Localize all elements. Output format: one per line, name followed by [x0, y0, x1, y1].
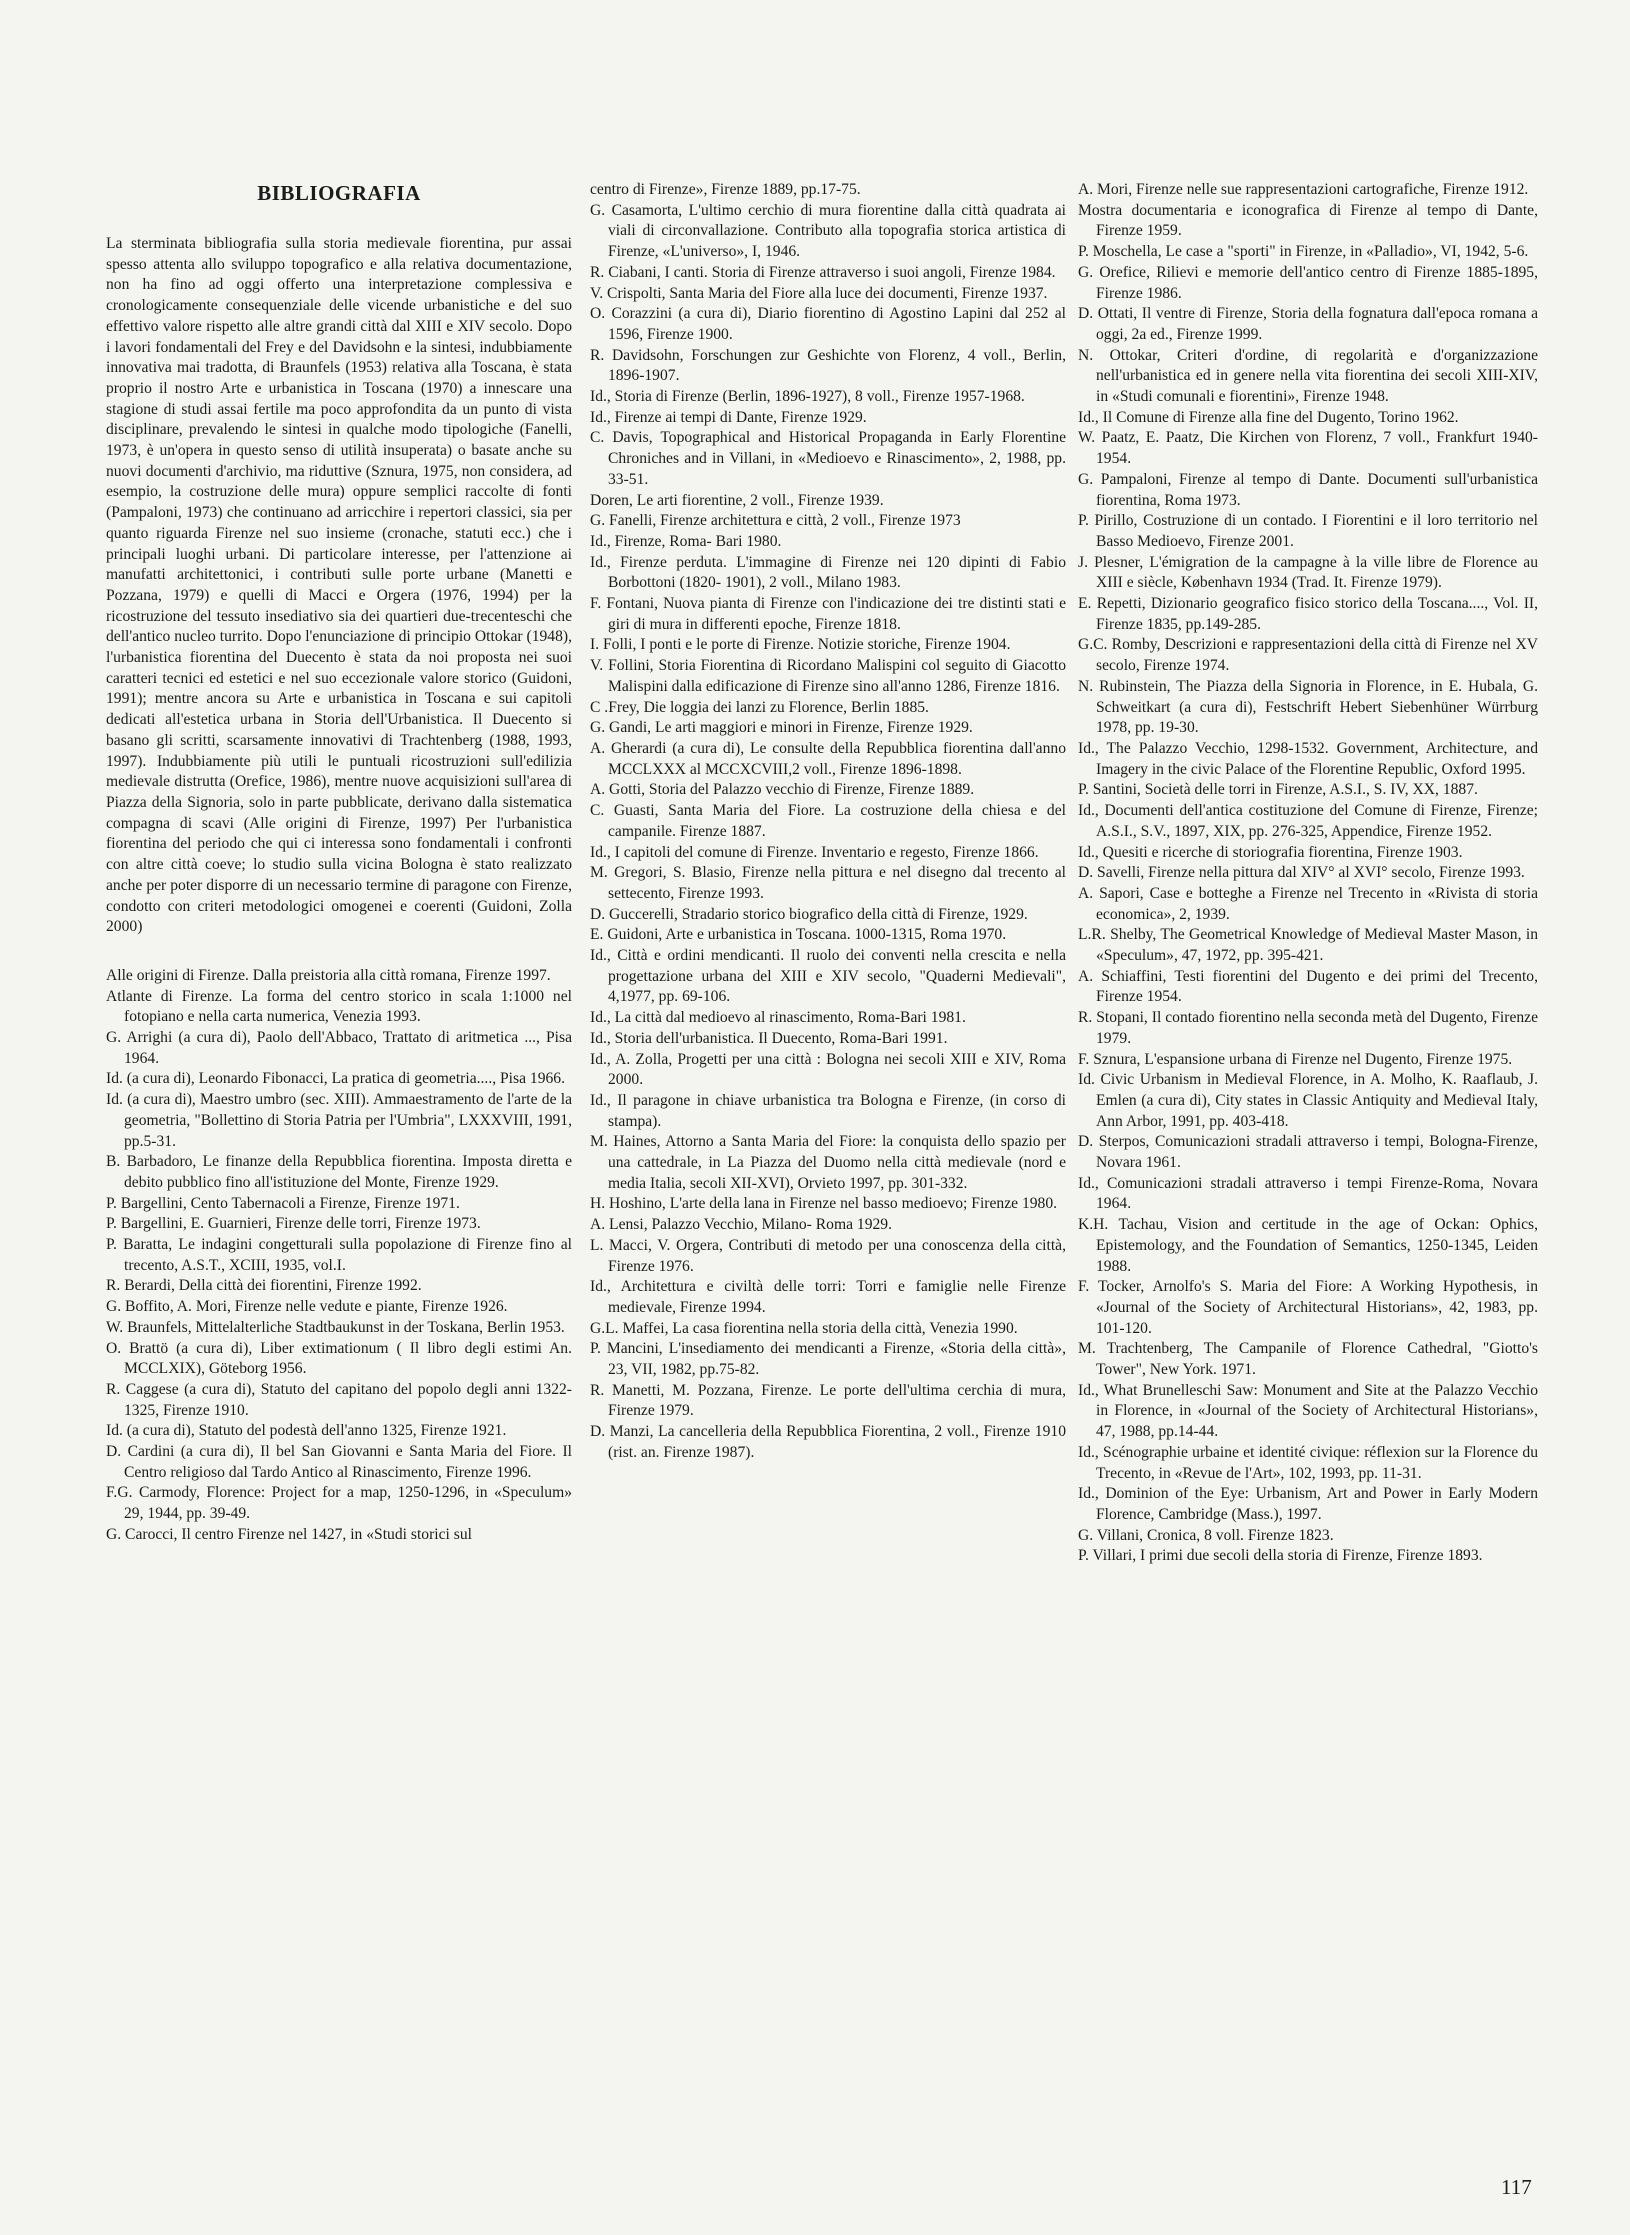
bibliography-entry: Id., La città dal medioevo al rinascimento, Roma-Bari 1981.: [590, 1009, 966, 1027]
bibliography-entry: Id., Comunicazioni stradali attraverso i tempi Firenze-Roma, Novara 1964.: [1078, 1174, 1538, 1213]
bibliography-entry: V. Crispolti, Santa Maria del Fiore alla luce dei documenti, Firenze 1937.: [590, 284, 1048, 302]
bibliography-list-2: [590, 180, 1066, 1464]
bibliography-entry: D. Manzi, La cancelleria della Repubblica Fiorentina, 2 voll., Firenze 1910 (rist. an. Firenze 1987).: [590, 1423, 1066, 1461]
bibliography-entry: L. Macci, V. Orgera, Contributi di metodo per una conoscenza della città, Firenze 1976.: [590, 1236, 1066, 1275]
bibliography-entry: P. Bargellini, Cento Tabernacoli a Firenze, Firenze 1971.: [106, 1194, 460, 1212]
bibliography-entry: Id., Firenze, Roma- Bari 1980.: [590, 532, 782, 550]
bibliography-entry: Id., The Palazzo Vecchio, 1298-1532. Government, Architecture, and Imagery in the civic Palace of the Florentine Republic, Oxford 1995.: [1078, 739, 1538, 778]
bibliography-entry: C. Davis, Topographical and Historical Propaganda in Early Florentine Chroniches and in Villani, in «Medioevo e Rinascimento», 2, 1988, pp. 33-51.: [590, 429, 1066, 488]
bibliography-entry: P. Villari, I primi due secoli della storia di Firenze, Firenze 1893.: [1078, 1547, 1483, 1565]
bibliography-entry: H. Hoshino, L'arte della lana in Firenze nel basso medioevo; Firenze 1980.: [590, 1195, 1058, 1213]
bibliography-entry: D. Savelli, Firenze nella pittura dal XIV° al XVI° secolo, Firenze 1993.: [1078, 864, 1525, 882]
bibliography-entry: Id. (a cura di), Statuto del podestà dell'anno 1325, Firenze 1921.: [106, 1422, 507, 1440]
bibliography-entry: P. Santini, Società delle torri in Firenze, A.S.I., S. IV, XX, 1887.: [1078, 781, 1478, 799]
bibliography-entry: Id., Storia di Firenze (Berlin, 1896-1927), 8 voll., Firenze 1957-1968.: [590, 388, 1025, 406]
bibliography-entry: D. Cardini (a cura di), Il bel San Giovanni e Santa Maria del Fiore. Il Centro religioso dal Tardo Antico al Rinascimento, Firenze 1996.: [106, 1443, 572, 1481]
bibliography-entry: Id., What Brunelleschi Saw: Monument and Site at the Palazzo Vecchio in Florence, in «Journal of the Society of Architectural Historians», 47, 1988, pp.14-44.: [1078, 1381, 1538, 1441]
bibliography-entry: M. Trachtenberg, The Campanile of Florence Cathedral, "Giotto's Tower", New York. 1971.: [1078, 1340, 1538, 1379]
bibliography-entry: W. Braunfels, Mittelalterliche Stadtbaukunst in der Toskana, Berlin 1953.: [106, 1318, 565, 1336]
bibliography-entry: G. Carocci, Il centro Firenze nel 1427, in «Studi storici sul: [106, 1525, 472, 1543]
bibliography-entry: A. Lensi, Palazzo Vecchio, Milano- Roma 1929.: [590, 1216, 892, 1234]
column-3: [1078, 180, 1538, 1567]
bibliography-entry: G.C. Romby, Descrizioni e rappresentazioni della città di Firenze nel XV secolo, Firenze 1974.: [1078, 636, 1538, 675]
bibliography-entry: Id., Il paragone in chiave urbanistica tra Bologna e Firenze, (in corso di stampa).: [590, 1091, 1066, 1130]
bibliography-entry: P. Moschella, Le case a "sporti" in Firenze, in «Palladio», VI, 1942, 5-6.: [1078, 243, 1529, 261]
bibliography-entry: Atlante di Firenze. La forma del centro storico in scala 1:1000 nel fotopiano e nella carta numerica, Venezia 1993.: [106, 987, 572, 1026]
bibliography-entry: C .Frey, Die loggia dei lanzi zu Florence, Berlin 1885.: [590, 698, 929, 716]
bibliography-entry: Id. (a cura di), Leonardo Fibonacci, La pratica di geometria...., Pisa 1966.: [106, 1070, 565, 1088]
bibliography-entry: Id., Architettura e civiltà delle torri: Torri e famiglie nelle Firenze medievale, Firenze 1994.: [590, 1278, 1066, 1316]
bibliography-entry: A. Schiaffini, Testi fiorentini del Dugento e dei primi del Trecento, Firenze 1954.: [1078, 967, 1538, 1006]
bibliography-entry: G. Casamorta, L'ultimo cerchio di mura fiorentine dalla città quadrata ai viali di circonvallazione. Contributo alla topografia storica artistica di Firenze, «L'universo», I, 1946.: [590, 201, 1066, 261]
bibliography-entry: D. Ottati, Il ventre di Firenze, Storia della fognatura dall'epoca romana a oggi, 2a ed., Firenze 1999.: [1078, 305, 1538, 343]
bibliography-entry: R. Ciabani, I canti. Storia di Firenze attraverso i suoi angoli, Firenze 1984.: [590, 263, 1056, 281]
bibliography-entry: Id., Città e ordini mendicanti. Il ruolo dei conventi nella crescita e nella progettazione urbana del XIII e XIV secolo, "Quaderni Medievali", 4,1977, pp. 69-106.: [590, 947, 1066, 1006]
bibliography-entry: Id., I capitoli del comune di Firenze. Inventario e regesto, Firenze 1866.: [590, 843, 1039, 861]
bibliography-entry: Id. (a cura di), Maestro umbro (sec. XIII). Ammaestramento de l'arte de la geometria, "Bollettino di Storia Patria per l'Umbria", LXXXVIII, 1991, pp.5-31.: [106, 1091, 572, 1150]
bibliography-entry: R. Berardi, Della città dei fiorentini, Firenze 1992.: [106, 1277, 422, 1295]
bibliography-entry: I. Folli, I ponti e le porte di Firenze. Notizie storiche, Firenze 1904.: [590, 636, 1011, 654]
bibliography-entry: G. Fanelli, Firenze architettura e città, 2 voll., Firenze 1973: [590, 512, 961, 530]
bibliography-list-3: [1078, 180, 1538, 1567]
column-1: [106, 180, 572, 1546]
bibliography-entry: M. Haines, Attorno a Santa Maria del Fiore: la conquista dello spazio per una cattedrale, in La Piazza del Duomo nella città medievale (nord e media Italia, secoli XII-XVI), Orvieto 1997, pp. 301-332.: [590, 1133, 1066, 1192]
bibliography-entry: A. Sapori, Case e botteghe a Firenze nel Trecento in «Rivista di storia economica», 2, 1939.: [1078, 884, 1538, 923]
bibliography-entry: Id. Civic Urbanism in Medieval Florence, in A. Molho, K. Raaflaub, J. Emlen (a cura di), City states in Classic Antiquity and Medieval Italy, Ann Arbor, 1991, pp. 403-418.: [1078, 1071, 1538, 1130]
bibliography-entry: O. Corazzini (a cura di), Diario fiorentino di Agostino Lapini dal 252 al 1596, Firenze 1900.: [590, 305, 1066, 343]
intro-paragraph: La sterminata bibliografia sulla storia medievale fiorentina, pur assai spesso attenta allo sviluppo topografico e alla relativa documentazione, non ha fino ad oggi offerto una interpretazione complessiva e cronologicamente consequenziale delle vicende urbanistiche e del suo effettivo valore rispetto alle altre grandi città dal XIII e XIV secolo. Dopo i lavori fondamentali del Frey e del Davidsohn e la sintesi, indubbiamente innovativa mai tradotta, di Braunfels (1953) relativa alla Toscana, è stata proprio il nostro Arte e urbanistica in Toscana (1970) a innescare una stagione di studi assai fertile ma poco approfondita da un punto di vista disciplinare, prevalendo le sintesi in qualche modo tipologiche (Fanelli, 1973, è un'opera in questo senso di utilità insuperata) o basate anche su nuovi documenti d'archivio, ma riduttive (Sznura, 1975, non considera, ad esempio, la costruzione delle mura) oppure semplici raccolte di fonti (Pampaloni, 1973) che continuano ad arricchire i repertori classici, sia per quanto riguarda Firenze nel suo insieme (cronache, statuti ecc.) che i principali luoghi urbani. Di particolare interesse, per l'attenzione ai manufatti architettonici, i contributi sulle porte urbane (Manetti e Pozzana, 1979) e quelli di Macci e Orgera (1976, 1994) per la ricostruzione del tessuto insediativo sia dei quartieri due-trecenteschi che dell'antico nucleo turrito. Dopo l'enunciazione di principio Ottokar (1948), l'urbanistica fiorentina del Duecento è stata da noi proposta nei suoi caratteri tecnici ed estetici e nel suo eccezionale valore storico (Guidoni, 1991); mentre ancora su Arte e urbanistica in Toscana e sui capitoli dedicati all'estetica urbana in Storia dell'Urbanistica. Il Duecento si basano gli scritti, scarsamente innovativi di Trachtenberg (1988, 1993, 1997). Indubbiamente più utili le puntuali ricostruzioni sull'edilizia medievale distrutta (Orefice, 1986), mentre nuove acquisizioni sull'area di Piazza della Signoria, solo in parte pubblicate, derivano dalla sistematica compagna di scavi (Alle origini di Firenze, 1997) Per l'urbanistica fiorentina del periodo che qui ci interessa sono fondamentali i confronti con altre città coeve; lo studio sulla vicina Bologna è stato realizzato anche per poter disporre di un necessario termine di paragone con Firenze, condotto con criteri metodologici omogenei e coerenti (Guidoni, Zolla 2000): [106, 235, 572, 936]
bibliography-entry: P. Pirillo, Costruzione di un contado. I Fiorentini e il loro territorio nel Basso Medioevo, Firenze 2001.: [1078, 512, 1538, 550]
bibliography-entry: Id., Il Comune di Firenze alla fine del Dugento, Torino 1962.: [1078, 408, 1459, 426]
bibliography-entry: D. Guccerelli, Stradario storico biografico della città di Firenze, 1929.: [590, 905, 1028, 923]
bibliography-entry: N. Ottokar, Criteri d'ordine, di regolarità e d'organizzazione nell'urbanistica ed in genere nella vita fiorentina dei secoli XIII-XIV, in «Studi comunali e fiorentini», Firenze 1948.: [1078, 346, 1538, 406]
bibliography-entry: A. Gotti, Storia del Palazzo vecchio di Firenze, Firenze 1889.: [590, 781, 975, 799]
bibliography-entry: P. Mancini, L'insediamento dei mendicanti a Firenze, «Storia della città», 23, VII, 1982, pp.75-82.: [590, 1340, 1066, 1379]
bibliography-entry: Id., Firenze ai tempi di Dante, Firenze 1929.: [590, 408, 867, 426]
bibliography-entry: A. Gherardi (a cura di), Le consulte della Repubblica fiorentina dall'anno MCCLXXX al MCCXCVIII,2 voll., Firenze 1896-1898.: [590, 739, 1066, 778]
bibliography-entry: W. Paatz, E. Paatz, Die Kirchen von Florenz, 7 voll., Frankfurt 1940-1954.: [1078, 429, 1538, 468]
bibliography-entry: G.L. Maffei, La casa fiorentina nella storia della città, Venezia 1990.: [590, 1319, 1018, 1337]
bibliography-entry: Id., Quesiti e ricerche di storiografia fiorentina, Firenze 1903.: [1078, 843, 1463, 861]
bibliography-entry: Alle origini di Firenze. Dalla preistoria alla città romana, Firenze 1997.: [106, 966, 551, 984]
bibliography-entry: G. Gandi, Le arti maggiori e minori in Firenze, Firenze 1929.: [590, 719, 973, 737]
bibliography-entry: B. Barbadoro, Le finanze della Repubblica fiorentina. Imposta diretta e debito pubblico fino all'istituzione del Monte, Firenze 1929.: [106, 1153, 572, 1191]
bibliography-entry: C. Guasti, Santa Maria del Fiore. La costruzione della chiesa e del campanile. Firenze 1887.: [590, 802, 1066, 840]
bibliography-entry: E. Guidoni, Arte e urbanistica in Toscana. 1000-1315, Roma 1970.: [590, 926, 1007, 944]
bibliography-entry: F. Fontani, Nuova pianta di Firenze con l'indicazione dei tre distinti stati e giri di mura in differenti epoche, Firenze 1818.: [590, 595, 1066, 633]
bibliography-entry: K.H. Tachau, Vision and certitude in the age of Ockan: Ophics, Epistemology, and the Foundation of Semantics, 1250-1345, Leiden 1988.: [1078, 1216, 1538, 1275]
bibliography-entry: Id., Firenze perduta. L'immagine di Firenze nei 120 dipinti di Fabio Borbottoni (1820- 1901), 2 voll., Milano 1983.: [590, 553, 1066, 592]
bibliography-entry: F. Sznura, L'espansione urbana di Firenze nel Dugento, Firenze 1975.: [1078, 1050, 1513, 1068]
bibliography-entry: G. Pampaloni, Firenze al tempo di Dante. Documenti sull'urbanistica fiorentina, Roma 1973.: [1078, 470, 1538, 509]
bibliography-entry: Id., Storia dell'urbanistica. Il Duecento, Roma-Bari 1991.: [590, 1029, 948, 1047]
bibliography-entry: centro di Firenze», Firenze 1889, pp.17-75.: [590, 181, 861, 198]
bibliography-entry: V. Follini, Storia Fiorentina di Ricordano Malispini col seguito di Giacotto Malispini dalla edificazione di Firenze sino all'anno 1286, Firenze 1816.: [590, 657, 1066, 695]
bibliography-entry: Mostra documentaria e iconografica di Firenze al tempo di Dante, Firenze 1959.: [1078, 201, 1538, 240]
bibliography-entry: Doren, Le arti fiorentine, 2 voll., Firenze 1939.: [590, 491, 884, 509]
bibliography-entry: G. Orefice, Rilievi e memorie dell'antico centro di Firenze 1885-1895, Firenze 1986.: [1078, 263, 1538, 302]
bibliography-entry: E. Repetti, Dizionario geografico fisico storico della Toscana...., Vol. II, Firenze 1835, pp.149-285.: [1078, 595, 1538, 633]
bibliography-entry: G. Villani, Cronica, 8 voll. Firenze 1823.: [1078, 1526, 1334, 1544]
bibliography-entry: F. Tocker, Arnolfo's S. Maria del Fiore: A Working Hypothesis, in «Journal of the Society of Architectural Historians», 42, 1983, pp. 101-120.: [1078, 1278, 1538, 1337]
bibliography-list-1: [106, 966, 572, 1546]
column-2: [590, 180, 1066, 1464]
page-number: 117: [1501, 2175, 1532, 2199]
bibliography-entry: Id., A. Zolla, Progetti per una città : Bologna nei secoli XIII e XIV, Roma 2000.: [590, 1050, 1066, 1089]
bibliography-entry: R. Caggese (a cura di), Statuto del capitano del popolo degli anni 1322-1325, Firenze 1910.: [106, 1380, 572, 1419]
bibliography-entry: R. Stopani, Il contado fiorentino nella seconda metà del Dugento, Firenze 1979.: [1078, 1009, 1538, 1047]
bibliography-entry: Id., Documenti dell'antica costituzione del Comune di Firenze, Firenze; A.S.I., S.V., 1897, XIX, pp. 276-325, Appendice, Firenze 1952.: [1078, 802, 1538, 840]
bibliography-entry: O. Brattö (a cura di), Liber extimationum ( Il libro degli estimi An. MCCLXIX), Göteborg 1956.: [106, 1339, 572, 1378]
bibliography-entry: D. Sterpos, Comunicazioni stradali attraverso i tempi, Bologna-Firenze, Novara 1961.: [1078, 1133, 1538, 1172]
page-title: BIBLIOGRAFIA: [257, 181, 421, 205]
bibliography-entry: N. Rubinstein, The Piazza della Signoria in Florence, in E. Hubala, G. Schweitkart (a cura di), Festschrift Hebert Siebenhüner Würrburg 1978, pp. 19-30.: [1078, 677, 1538, 737]
bibliography-entry: A. Mori, Firenze nelle sue rappresentazioni cartografiche, Firenze 1912.: [1078, 181, 1529, 198]
bibliography-entry: L.R. Shelby, The Geometrical Knowledge of Medieval Master Mason, in «Speculum», 47, 1972, pp. 395-421.: [1078, 926, 1538, 965]
bibliography-entry: R. Davidsohn, Forschungen zur Geshichte von Florenz, 4 voll., Berlin, 1896-1907.: [590, 346, 1066, 385]
bibliography-entry: P. Bargellini, E. Guarnieri, Firenze delle torri, Firenze 1973.: [106, 1215, 481, 1233]
bibliography-entry: Id., Scénographie urbaine et identité civique: réflexion sur la Florence du Trecento, in «Revue de l'Art», 102, 1993, pp. 11-31.: [1078, 1443, 1538, 1482]
bibliography-entry: F.G. Carmody, Florence: Project for a map, 1250-1296, in «Speculum» 29, 1944, pp. 39-49.: [106, 1484, 572, 1523]
bibliography-entry: G. Boffito, A. Mori, Firenze nelle vedute e piante, Firenze 1926.: [106, 1298, 508, 1316]
bibliography-entry: R. Manetti, M. Pozzana, Firenze. Le porte dell'ultima cerchia di mura, Firenze 1979.: [590, 1381, 1066, 1420]
bibliography-entry: M. Gregori, S. Blasio, Firenze nella pittura e nel disegno dal trecento al settecento, Firenze 1993.: [590, 864, 1066, 902]
bibliography-entry: Id., Dominion of the Eye: Urbanism, Art and Power in Early Modern Florence, Cambridge (Mass.), 1997.: [1078, 1485, 1538, 1523]
bibliography-entry: G. Arrighi (a cura di), Paolo dell'Abbaco, Trattato di aritmetica ..., Pisa 1964.: [106, 1029, 572, 1067]
bibliography-entry: J. Plesner, L'émigration de la campagne à la ville libre de Florence au XIII e siècle, København 1934 (Trad. It. Firenze 1979).: [1078, 553, 1538, 592]
bibliography-entry: P. Baratta, Le indagini congetturali sulla popolazione di Firenze fino al trecento, A.S.T., XCIII, 1935, vol.I.: [106, 1236, 572, 1274]
